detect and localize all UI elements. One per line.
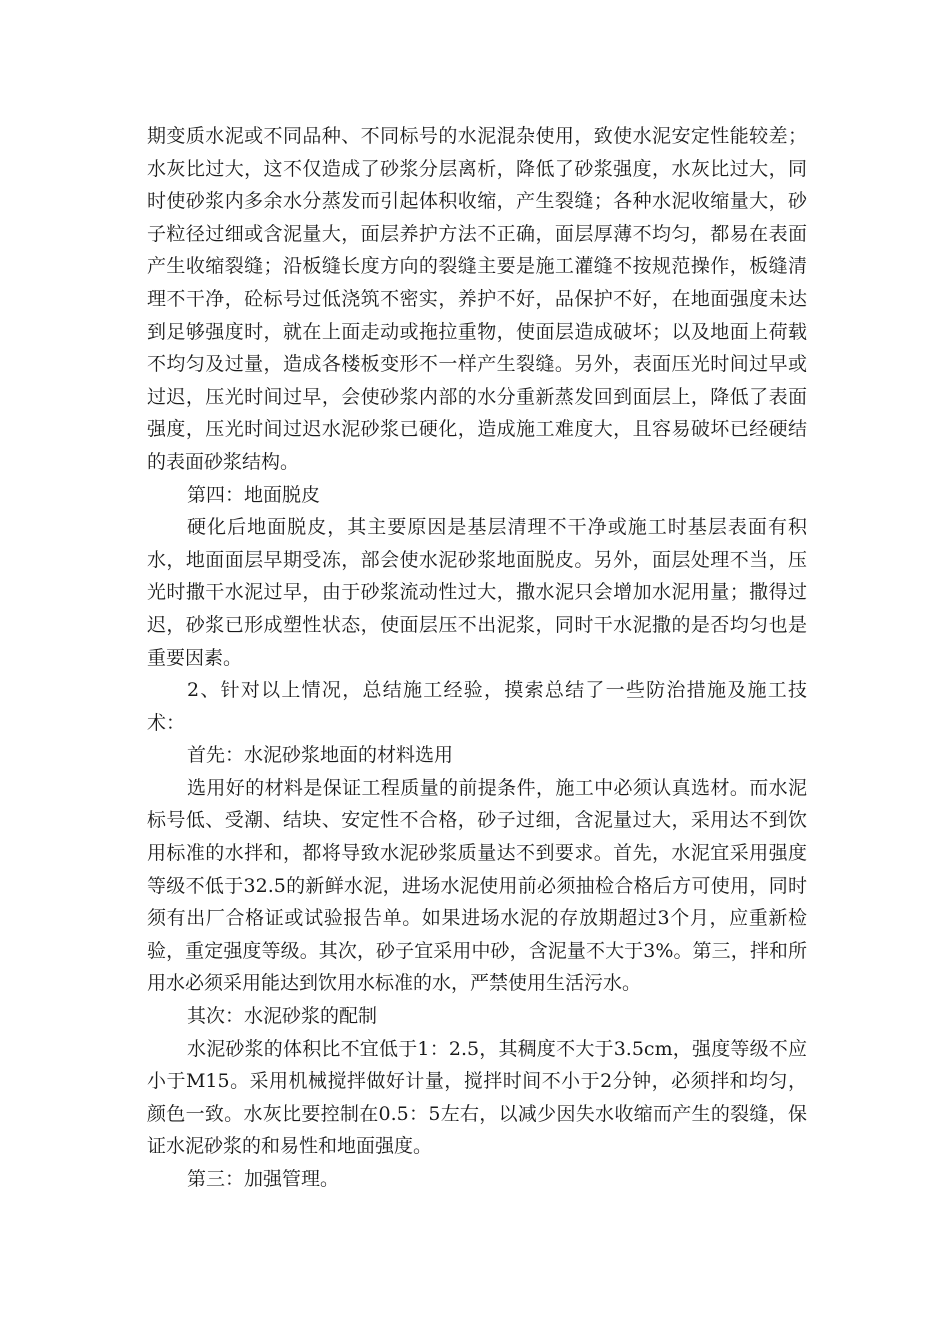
section-heading-management: 第三：加强管理。 [187,1168,340,1190]
document-body [147,120,807,1196]
section-heading-floor-peeling: 第四：地面脱皮 [187,483,321,506]
paragraph-mortar-mix: 水泥砂浆的体积比不宜低于1：2.5，其稠度不大于3.5cm，强度等级不应小于M15。采用机械搅拌做好计量，搅拌时间不小于2分钟，必须拌和均匀，颜色一致。水灰比要控制在0.5：5左右，以减少因失水收缩而产生的裂缝，保证水泥砂浆的和易性和地面强度。 [147,1037,807,1158]
section-heading-measures: 2、针对以上情况，总结施工经验，摸索总结了一些防治措施及施工技术： [147,679,807,734]
section-heading-material-selection: 首先：水泥砂浆地面的材料选用 [187,744,454,767]
section-heading-mortar-mix: 其次：水泥砂浆的配制 [187,1005,378,1028]
paragraph-material-selection: 选用好的材料是保证工程质量的前提条件，施工中必须认真选材。而水泥标号低、受潮、结块、安定性不合格，砂子过细，含泥量过大，采用达不到饮用标准的水拌和，都将导致水泥砂浆质量达不到要求。首先，水泥宜采用强度等级不低于32.5的新鲜水泥，进场水泥使用前必须抽检合格后方可使用，同时须有出厂合格证或试验报告单。如果进场水泥的存放期超过3个月，应重新检验，重定强度等级。其次，砂子宜采用中砂，含泥量不大于3%。第三，拌和所用水必须采用能达到饮用水标准的水，严禁使用生活污水。 [147,776,807,995]
paragraph-peeling-causes: 硬化后地面脱皮，其主要原因是基层清理不干净或施工时基层表面有积水，地面面层早期受冻，部会使水泥砂浆地面脱皮。另外，面层处理不当，压光时撒干水泥过早，由于砂浆流动性过大，撒水泥只会增加水泥用量；撒得过迟，砂浆已形成塑性状态，使面层压不出泥浆，同时干水泥撒的是否均匀也是重要因素。 [147,516,807,669]
paragraph-continuation: 期变质水泥或不同品种、不同标号的水泥混杂使用，致使水泥安定性能较差；水灰比过大，这不仅造成了砂浆分层离析，降低了砂浆强度，水灰比过大，同时使砂浆内多余水分蒸发而引起体积收缩，产生裂缝；各种水泥收缩量大，砂子粒径过细或含泥量大，面层养护方法不正确，面层厚薄不均匀，都易在表面产生收缩裂缝；沿板缝长度方向的裂缝主要是施工灌缝不按规范操作，板缝清理不干净，砼标号过低浇筑不密实，养护不好，品保护不好，在地面强度未达到足够强度时，就在上面走动或拖拉重物，使面层造成破坏；以及地面上荷载不均匀及过量，造成各楼板变形不一样产生裂缝。另外，表面压光时间过早或过迟，压光时间过早，会使砂浆内部的水分重新蒸发回到面层上，降低了表面强度，压光时间过迟水泥砂浆已硬化，造成施工难度大，且容易破坏已经硬结的表面砂浆结构。 [147,125,807,473]
